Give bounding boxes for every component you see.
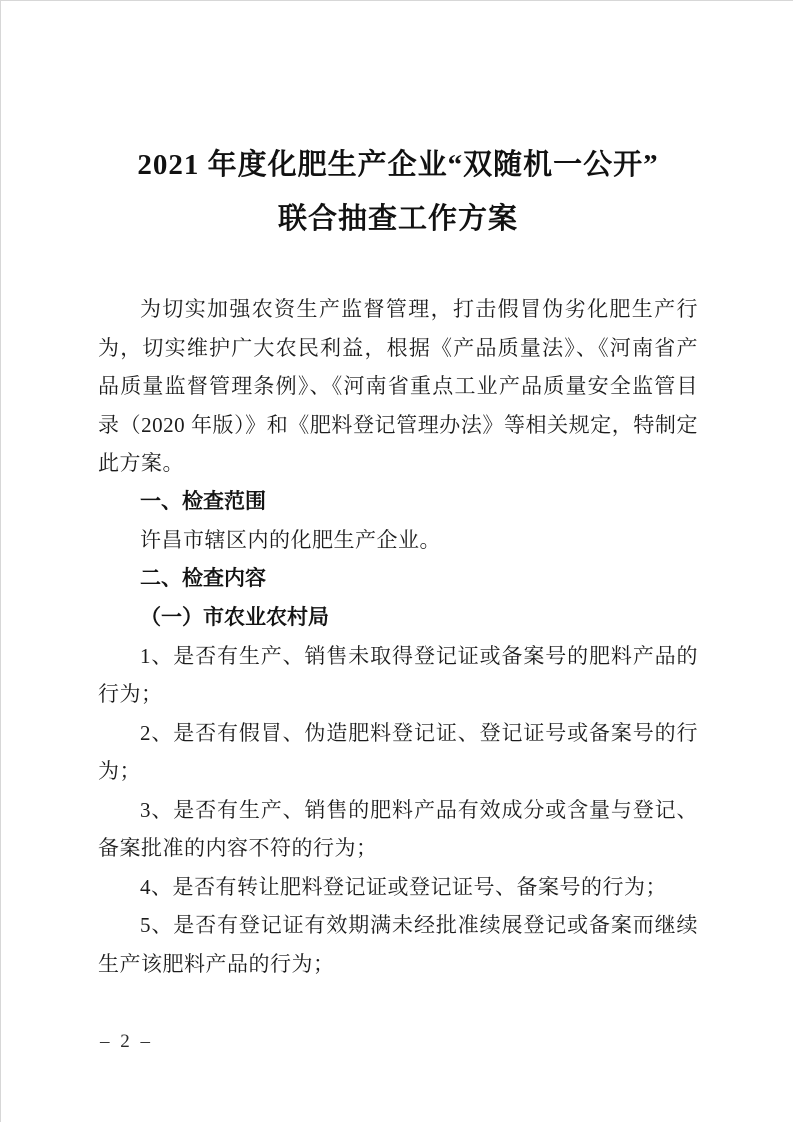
- section-2-heading: 二、检查内容: [140, 566, 266, 590]
- list-item: 1、是否有生产、销售未取得登记证或备案号的肥料产品的行为；: [98, 643, 698, 706]
- section-1-body: 许昌市辖区内的化肥生产企业。: [140, 528, 441, 552]
- document-title-line-1: 2021 年度化肥生产企业“双随机一公开”: [137, 149, 659, 181]
- page-number: – 2 –: [100, 1031, 153, 1052]
- list-item: 5、是否有登记证有效期满未经批准续展登记或备案而继续生产该肥料产品的行为；: [98, 913, 698, 976]
- list-item: 2、是否有假冒、伪造肥料登记证、登记证号或备案号的行为；: [98, 720, 698, 783]
- subsection-1-heading: （一）市农业农村局: [140, 605, 329, 629]
- document-content: [98, 0, 698, 983]
- list-item: 4、是否有转让肥料登记证或登记证号、备案号的行为；: [140, 874, 667, 899]
- list-item: 3、是否有生产、销售的肥料产品有效成分或含量与登记、备案批准的内容不符的行为；: [98, 797, 698, 860]
- document-title-line-2: 联合抽查工作方案: [277, 203, 518, 235]
- section-1-heading: 一、检查范围: [140, 489, 266, 513]
- intro-paragraph: 为切实加强农资生产监督管理，打击假冒伪劣化肥生产行为，切实维护广大农民利益，根据《产品质量法》、《河南省产品质量监督管理条例》、《河南省重点工业产品质量安全监管目录（2020 年版）》和《肥料登记管理办法》等相关规定，特制定此方案。: [98, 297, 698, 475]
- document-title: [98, 138, 698, 246]
